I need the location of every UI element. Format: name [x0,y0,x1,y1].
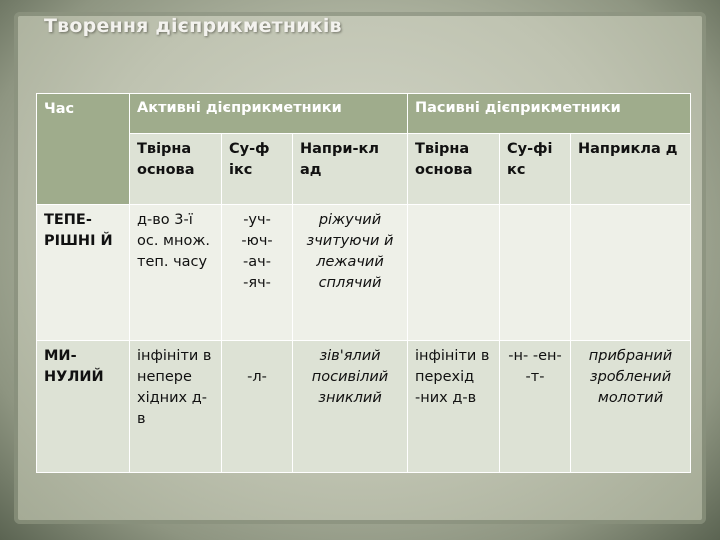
cell-passive-example: прибраний зроблений молотий [571,341,691,473]
participle-table [36,93,691,473]
header-passive-suffix: Су-фі кс [500,134,571,205]
cell-passive-base: інфініти в перехід -них д-в [408,341,500,473]
header-active-example: Напри-кл ад [293,134,408,205]
cell-active-base: д-во 3-ї ос. множ. теп. часу [130,205,222,341]
cell-active-suffix: -л- [222,341,293,473]
cell-passive-suffix [500,205,571,341]
header-row-groups [37,94,691,134]
cell-active-base: інфініти в непере хідних д-в [130,341,222,473]
cell-active-example: ріжучий зчитуючи й лежачий сплячий [293,205,408,341]
cell-passive-base [408,205,500,341]
cell-passive-example [571,205,691,341]
header-passive-group: Пасивні дієприкметники [408,94,691,134]
header-active-suffix: Су-ф ікс [222,134,293,205]
header-row-sub [37,134,691,205]
header-passive-example: Наприкла д [571,134,691,205]
header-active-group: Активні дієприкметники [130,94,408,134]
table-row-present [37,205,691,341]
header-time: Час [37,94,130,205]
slide-title: Творення дієприкметників [44,15,342,37]
cell-passive-suffix: -н- -ен- -т- [500,341,571,473]
row-label-past: МИ-НУЛИЙ [37,341,130,473]
header-passive-base: Твірна основа [408,134,500,205]
cell-active-example: зів'ялий посивілий зниклий [293,341,408,473]
cell-active-suffix: -уч- -юч- -ач- -яч- [222,205,293,341]
row-label-present: ТЕПЕ-РІШНІ Й [37,205,130,341]
header-active-base: Твірна основа [130,134,222,205]
table-row-past [37,341,691,473]
